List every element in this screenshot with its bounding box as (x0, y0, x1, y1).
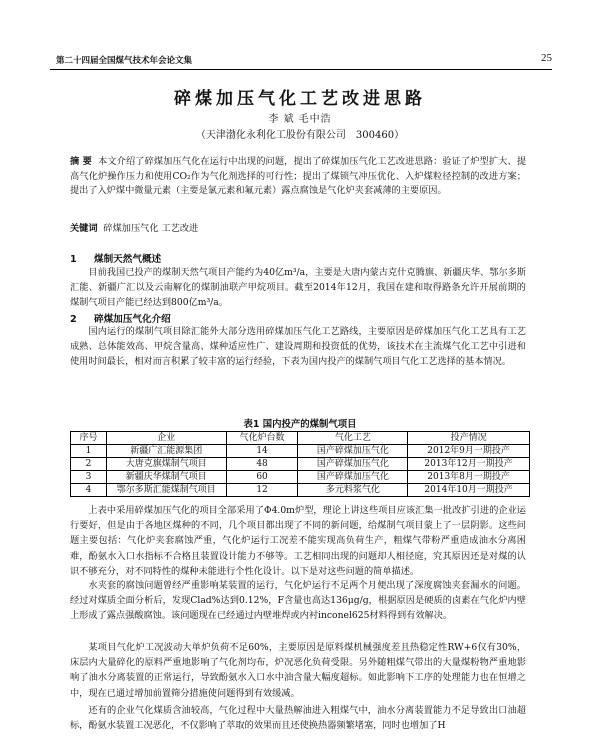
table-row (71, 471, 530, 484)
table-cell: 国产碎煤加压气化 (298, 458, 408, 471)
table-cell: 2014年10月一期投产 (408, 484, 530, 497)
affiliation: （天津渤化永利化工股份有限公司 300460） (195, 130, 405, 141)
section2-paragraph-2: 上表中采用碎煤加压气化的项目全部采用了Φ4.0m炉型，理论上讲这些项目应该汇集一批改扩引进的企业运行要好，但是由于各地区煤种的不同，几个项目都出现了不同的新问题，给煤制气项目蒙上了一层阴影。这些问题主要包括：气化炉夹套腐蚀严重，气化炉运行工况差不能实现高负荷生产，粗煤气带粉严重造成油水分离困难，酚氨水入口水指标不合格且装置设计能力不够等。工艺相同出现的问题却人相径庭，究其原因还是对煤的认识不够充分，对不同特性的煤种未能进行个性化设计。以下是对这些问题的简单描述。 (70, 505, 526, 577)
table-header-cell: 气化炉台数 (226, 432, 298, 445)
table-cell: 2 (71, 458, 107, 471)
table-cell: 3 (71, 471, 107, 484)
paper-title: 碎煤加压气化工艺改进思路 (174, 89, 426, 109)
abstract-label: 摘 要 (70, 156, 92, 167)
page-number: 25 (541, 52, 552, 64)
table-cell: 新疆广汇能源集团 (106, 445, 226, 458)
header-rule (50, 69, 552, 70)
table-cell: 国产碎煤加压气化 (298, 445, 408, 458)
table-cell: 60 (226, 471, 298, 484)
table-cell: 1 (71, 445, 107, 458)
table-caption: 表1 国内投产的煤制气项目 (243, 419, 357, 430)
conference-name: 第二十四届全国煤气技术年会论文集 (56, 56, 193, 66)
table-cell: 多元料浆气化 (298, 484, 408, 497)
table-header-cell: 气化工艺 (298, 432, 408, 445)
table-cell: 4 (71, 484, 107, 497)
table-cell: 14 (226, 445, 298, 458)
keywords (70, 220, 526, 234)
table-header-cell: 序号 (71, 432, 107, 445)
table-header-cell: 投产情况 (408, 432, 530, 445)
table-cell: 鄂尔多斯汇能煤制气项目 (106, 484, 226, 497)
table-cell: 2013年8月一期投产 (408, 471, 530, 484)
running-header (50, 54, 552, 68)
table-cell: 12 (226, 484, 298, 497)
section2-paragraph-1: 国内运行的煤制气项目除汇能外大部分选用碎煤加压气化工艺路线，主要原因是碎煤加压气化工艺具有工艺成熟、总体能效高、甲烷含量高、煤种适应性广、建设周期和投资低的优势，该技术在主流煤气化工艺中引进和使用时间最长，相对而言积累了较丰富的运行经验，下表为国内投产的煤制气项目气化工艺选择的基本情况。 (70, 326, 526, 368)
section2-paragraph-3: 水夹套的腐蚀问题曾经严重影响某装置的运行，气化炉运行不足两个月便出现了深度腐蚀夹套漏水的问题。经过对煤质全面分析后，发现Clad%达到0.12%，F含量也高达136μg/g，根据原因是硬质的卤素在气化炉内壁上形成了露点强酸腐蚀。该问题现在已经通过内壁堆焊或内衬inconel625材料得到有效解决。 (70, 580, 526, 622)
authors: 李 斌 毛中浩 (268, 114, 332, 125)
keywords-label: 关键词 (70, 223, 98, 234)
section2-paragraph-4: 某项目气化炉工况波动大单炉负荷不足60%，主要原因是原料煤机械强度差且热稳定性RW+6仅有30%，床层内大量碎化的原料严重地影响了气化剂均布，炉况恶化负荷受限。另外随粗煤气带出的大量煤粉物严重地影响了油水分离装置的正常运行，导致酚氨水入口水中油含量大幅度超标。如此影响下工序的处理能力也在恒增之中，现在已通过增加前置筛分措施使问题得到有效缓减。 (70, 642, 526, 699)
projects-table (70, 431, 530, 497)
section2-paragraph-5: 还有的企业气化煤质含油较高，气化过程中大量热解油进入粗煤气中，油水分离装置能力不足导致出口油超标，酚氨水装置工况恶化，不仅影响了萃取的效果而且还使换热器频繁堵塞，同时也增加了H (70, 705, 526, 732)
section-heading-2: 2 碎煤加压气化介绍 (70, 314, 171, 325)
table-cell: 2013年12月一期投产 (408, 458, 530, 471)
table-cell: 大唐克旗煤制气项目 (106, 458, 226, 471)
table-row (71, 484, 530, 497)
abstract-text: 本文介绍了碎煤加压气化在运行中出现的问题，提出了碎煤加压气化工艺改进思路：验证了炉型扩大、提高气化炉操作压力和使用CO₂作为气化剂选择的可行性；提出了煤锁气冲压优化、入炉煤粒径控制的改进方案；提出了入炉煤中微量元素（主要是氯元素和氟元素）露点腐蚀是气化炉夹套减薄的主要原因。 (70, 156, 527, 197)
table-header-row (71, 432, 530, 445)
keywords-text: 碎煤加压气化 工艺改进 (103, 223, 199, 234)
table-cell: 新疆庆华煤制气项目 (106, 471, 226, 484)
abstract (70, 155, 526, 199)
table-cell: 2012年9月一期投产 (408, 445, 530, 458)
table-cell: 48 (226, 458, 298, 471)
table-row (71, 445, 530, 458)
table-cell: 国产碎煤加压气化 (298, 471, 408, 484)
table-row (71, 458, 530, 471)
table-header-cell: 企业 (106, 432, 226, 445)
section-heading-1: 1 煤制天然气概述 (70, 254, 162, 265)
section1-paragraph: 目前我国已投产的煤制天然气项目产能约为40亿m³/a，主要是大唐内蒙古克什克腾旗、新疆庆华、鄂尔多斯汇能、新疆广汇以及云南解化的煤制油联产甲烷项目。截至2014年12月，我国在建和取得路条允许开展前期的煤制气项目产能已经达到800亿m³/a。 (70, 267, 526, 309)
